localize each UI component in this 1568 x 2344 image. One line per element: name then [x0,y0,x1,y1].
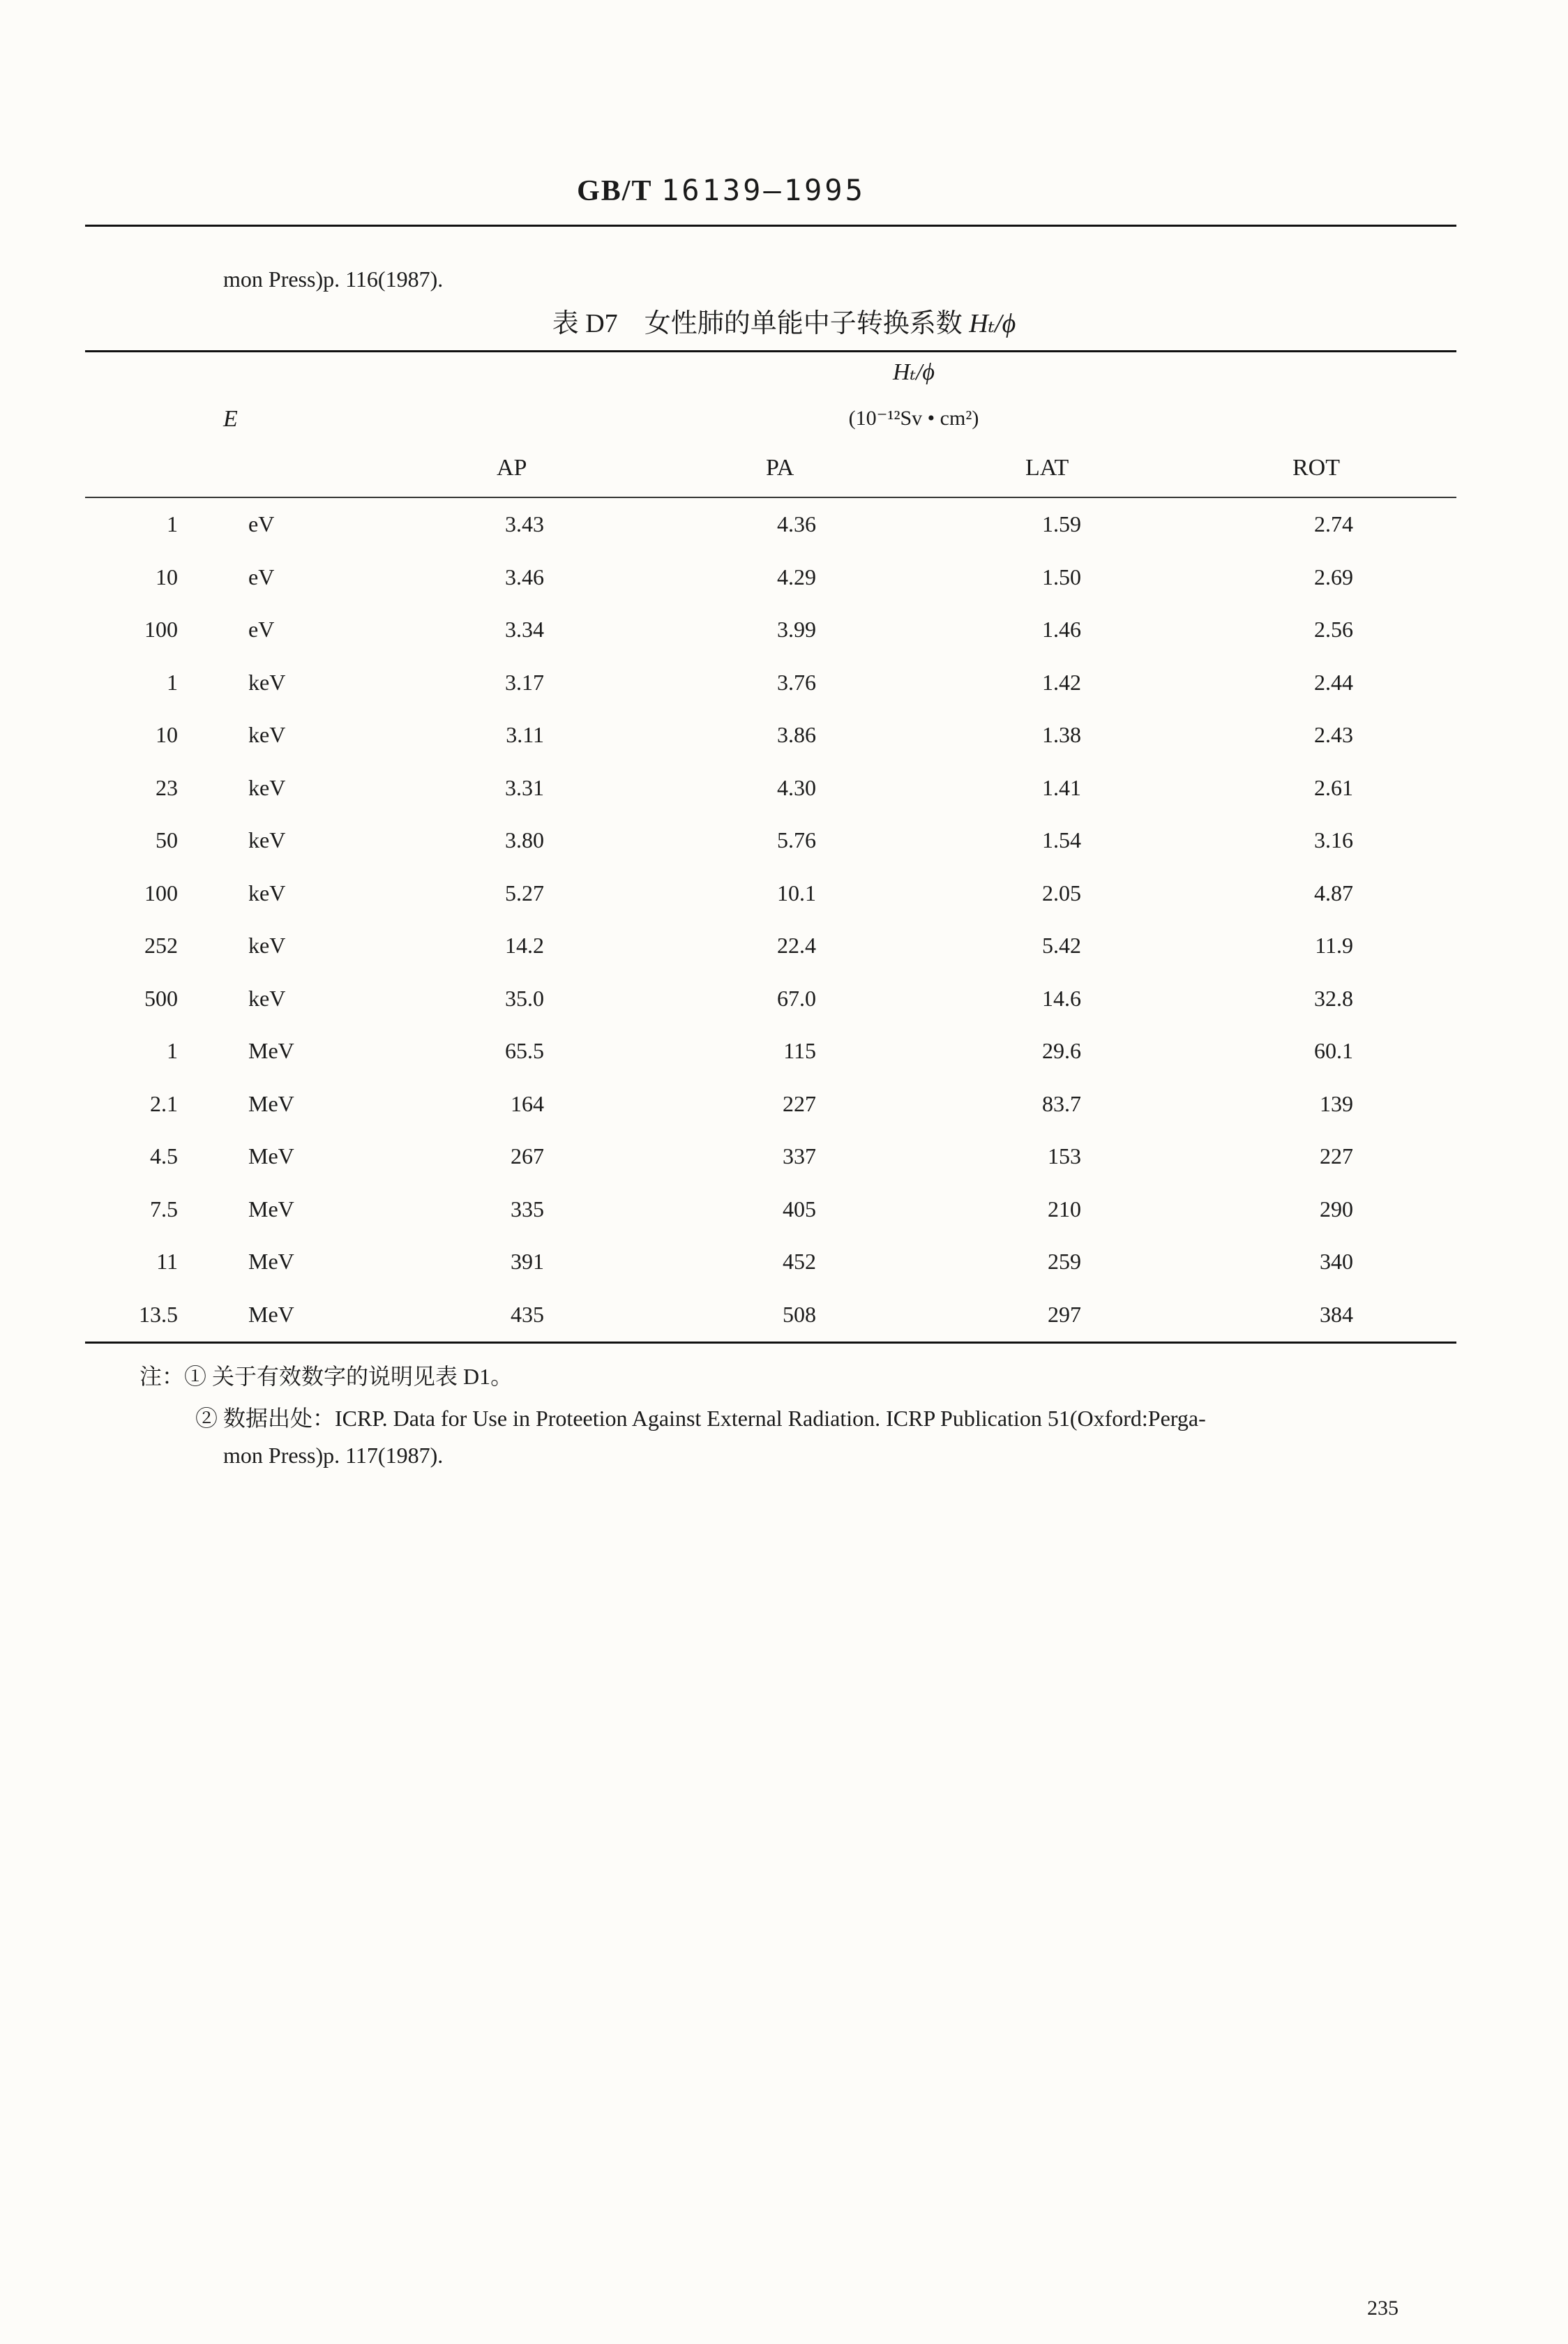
energy-value: 1 [167,669,178,695]
pa-value: 67.0 [777,985,816,1011]
energy-value: 50 [156,827,178,852]
pa-value: 4.30 [777,774,816,800]
energy-value: 1 [167,1038,178,1063]
table-row [0,511,1568,564]
column-header-pa: PA [766,455,794,481]
ap-value: 435 [511,1301,544,1327]
rot-value: 2.43 [1314,722,1353,747]
pa-value: 3.86 [777,722,816,747]
table-top-rule [85,350,1456,352]
energy-unit: keV [248,985,286,1011]
ap-value: 3.11 [506,722,544,747]
table-row [0,670,1568,723]
note-2: ② 数据出处：ICRP. Data for Use in Proteetion Against External Radiation. ICRP Publication 51(Oxford:Perga- [195,1406,1206,1431]
table-row [0,564,1568,617]
rot-value: 227 [1320,1143,1353,1169]
pa-value: 5.76 [777,827,816,852]
lat-value: 1.50 [1042,564,1081,589]
energy-value: 10 [156,564,178,589]
energy-unit: MeV [248,1301,294,1327]
table-row [0,1302,1568,1355]
group-unit: (10⁻¹²Sv • cm²) [848,407,979,430]
energy-value: 7.5 [150,1196,178,1222]
pa-value: 227 [783,1090,816,1116]
energy-value: 252 [144,933,178,958]
pa-value: 10.1 [777,880,816,906]
lat-value: 29.6 [1042,1038,1081,1063]
table-row [0,722,1568,775]
energy-value: 100 [144,880,178,906]
rot-value: 11.9 [1315,933,1353,958]
energy-unit: keV [248,774,286,800]
note-1: 注：① 关于有效数字的说明见表 D1。 [140,1364,513,1389]
lat-value: 297 [1048,1301,1081,1327]
rot-value: 340 [1320,1249,1353,1274]
pa-value: 3.76 [777,669,816,695]
rot-value: 60.1 [1314,1038,1353,1063]
table-row [0,827,1568,880]
page-number: 235 [1367,2297,1399,2320]
rot-value: 4.87 [1314,880,1353,906]
energy-unit: keV [248,722,286,747]
pa-value: 337 [783,1143,816,1169]
energy-unit: MeV [248,1249,294,1274]
table-row [0,617,1568,670]
group-header: Hₜ/ϕ [893,359,935,385]
energy-unit: eV [248,511,275,536]
lat-value: 210 [1048,1196,1081,1222]
row-header-energy: E [223,406,238,432]
lat-value: 1.38 [1042,722,1081,747]
table-row [0,775,1568,828]
lat-value: 2.05 [1042,880,1081,906]
rot-value: 3.16 [1314,827,1353,852]
table-caption [0,301,1568,340]
energy-value: 23 [156,774,178,800]
energy-unit: keV [248,933,286,958]
ap-value: 335 [511,1196,544,1222]
rot-value: 32.8 [1314,985,1353,1011]
table-row [0,1091,1568,1144]
ap-value: 3.31 [505,774,544,800]
energy-value: 11 [156,1249,178,1274]
lat-value: 83.7 [1042,1090,1081,1116]
ap-value: 65.5 [505,1038,544,1063]
pa-value: 22.4 [777,933,816,958]
energy-value: 4.5 [150,1143,178,1169]
table-row [0,880,1568,933]
energy-value: 100 [144,617,178,642]
caption-label: 表 D7 [552,309,618,338]
rot-value: 2.44 [1314,669,1353,695]
table-row [0,986,1568,1039]
lat-value: 1.54 [1042,827,1081,852]
ap-value: 3.46 [505,564,544,589]
note-2-continued: mon Press)p. 117(1987). [223,1443,444,1468]
rot-value: 2.56 [1314,617,1353,642]
rot-value: 139 [1320,1090,1353,1116]
column-header-ap: AP [497,455,527,481]
pa-value: 115 [783,1038,816,1063]
pa-value: 4.36 [777,511,816,536]
table-row [0,1143,1568,1196]
standard-header [0,173,1442,208]
energy-unit: eV [248,564,275,589]
caption-symbol: Hₜ/ϕ [969,309,1016,338]
lat-value: 1.46 [1042,617,1081,642]
pa-value: 4.29 [777,564,816,589]
ap-value: 14.2 [505,933,544,958]
energy-value: 2.1 [150,1090,178,1116]
energy-value: 1 [167,511,178,536]
lat-value: 1.41 [1042,774,1081,800]
table-header-rule [85,497,1456,498]
table-row [0,1038,1568,1091]
ap-value: 3.43 [505,511,544,536]
energy-unit: MeV [248,1038,294,1063]
standard-number: 16139—1995 [661,173,866,207]
ap-value: 5.27 [505,880,544,906]
pa-value: 452 [783,1249,816,1274]
energy-unit: keV [248,827,286,852]
column-header-rot: ROT [1292,455,1340,481]
rot-value: 290 [1320,1196,1353,1222]
ap-value: 35.0 [505,985,544,1011]
lat-value: 5.42 [1042,933,1081,958]
table-row [0,1249,1568,1302]
lat-value: 14.6 [1042,985,1081,1011]
lat-value: 1.59 [1042,511,1081,536]
previous-note-tail: mon Press)p. 116(1987). [223,266,444,292]
ap-value: 164 [511,1090,544,1116]
ap-value: 3.17 [505,669,544,695]
energy-value: 500 [144,985,178,1011]
table-row [0,933,1568,986]
pa-value: 508 [783,1301,816,1327]
standard-prefix: GB/T [577,175,653,207]
energy-unit: MeV [248,1090,294,1116]
pa-value: 405 [783,1196,816,1222]
rot-value: 2.74 [1314,511,1353,536]
rot-value: 2.69 [1314,564,1353,589]
ap-value: 267 [511,1143,544,1169]
energy-unit: MeV [248,1143,294,1169]
header-rule [85,225,1456,227]
ap-value: 391 [511,1249,544,1274]
ap-value: 3.80 [505,827,544,852]
column-header-lat: LAT [1025,455,1069,481]
rot-value: 384 [1320,1301,1353,1327]
rot-value: 2.61 [1314,774,1353,800]
caption-text: 女性肺的单能中子转换系数 [644,309,963,338]
pa-value: 3.99 [777,617,816,642]
energy-unit: MeV [248,1196,294,1222]
table-row [0,1196,1568,1249]
energy-unit: keV [248,880,286,906]
lat-value: 153 [1048,1143,1081,1169]
lat-value: 1.42 [1042,669,1081,695]
lat-value: 259 [1048,1249,1081,1274]
energy-value: 13.5 [139,1301,178,1327]
energy-unit: eV [248,617,275,642]
energy-unit: keV [248,669,286,695]
ap-value: 3.34 [505,617,544,642]
energy-value: 10 [156,722,178,747]
